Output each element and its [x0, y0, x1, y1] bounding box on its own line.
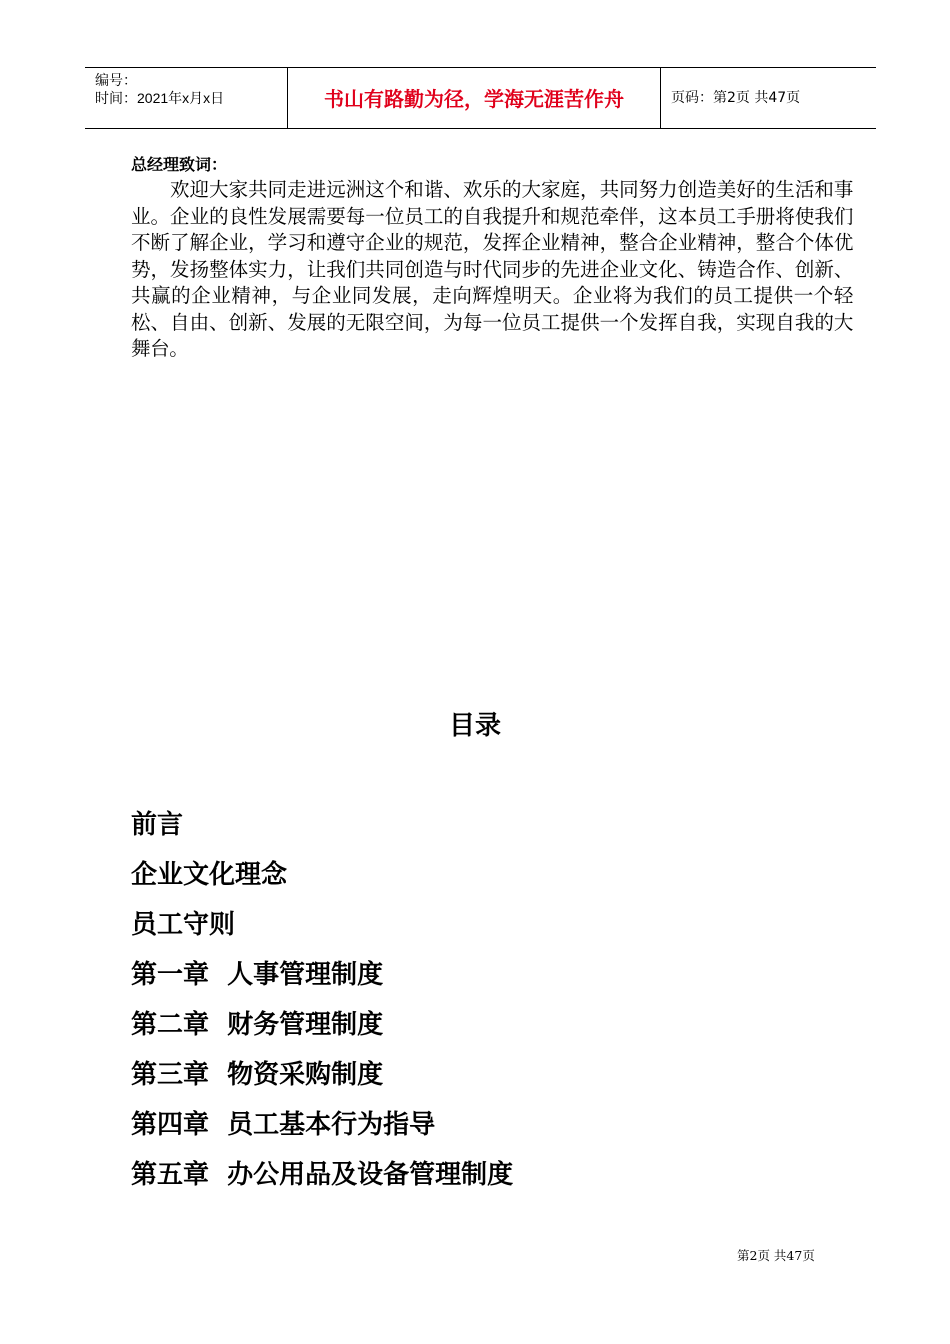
header-meta-cell [85, 68, 288, 128]
toc-item-chapter-5[interactable]: 第五章 办公用品及设备管理制度 [131, 1160, 514, 1190]
page-header [85, 67, 876, 129]
speech-body: 欢迎大家共同走进远洲这个和谐、欢乐的大家庭，共同努力创造美好的生活和事业。企业的良性发展需要每一位员工的自我提升和规范牵伴，这本员工手册将使我们不断了解企业，学习和遵守企业的规范，发挥企业精神，整合企业精神，整合个体优势，发扬整体实力，让我们共同创造与时代同步的先进企业文化、铸造合作、创新、共赢的企业精神，与企业同发展，走向辉煌明天。企业将为我们的员工提供一个轻松、自由、创新、发展的无限空间，为每一位员工提供一个发挥自我，实现自我的大舞台。 [131, 178, 853, 360]
header-motto-cell [288, 68, 661, 128]
header-page-cell [661, 68, 876, 128]
header-id-label: 编号： [95, 72, 137, 88]
toc-item-preface[interactable]: 前言 [131, 810, 184, 840]
toc-item-chapter-3[interactable]: 第三章 物资采购制度 [131, 1060, 384, 1090]
speech-title: 总经理致词： [131, 155, 228, 174]
toc-list [131, 810, 513, 1210]
toc-item-chapter-1[interactable]: 第一章 人事管理制度 [131, 960, 384, 990]
header-page-info: 页码：第2页 共47页 [671, 90, 801, 106]
toc-item-code-of-conduct[interactable]: 员工守则 [131, 910, 236, 940]
header-motto: 书山有路勤为径，学海无涯苦作舟 [324, 87, 624, 111]
toc-item-chapter-4[interactable]: 第四章 员工基本行为指导 [131, 1110, 436, 1140]
footer-page-info: 第2页 共47页 [737, 1248, 815, 1263]
toc-item-chapter-2[interactable]: 第二章 财务管理制度 [131, 1010, 384, 1040]
toc-item-culture[interactable]: 企业文化理念 [131, 860, 288, 890]
toc-title: 目录 [448, 711, 501, 741]
header-time-label: 时间：2021年x月x日 [95, 90, 225, 106]
